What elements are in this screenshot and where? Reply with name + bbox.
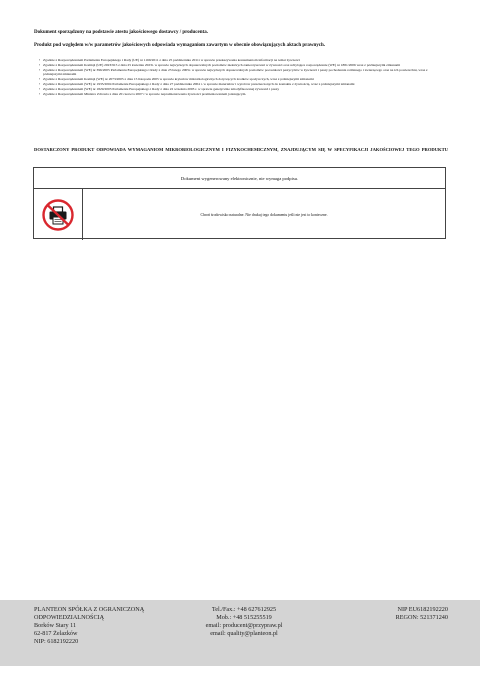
company-name-line1: PLANTEON SPÓŁKA Z OGRANICZONĄ [34, 606, 145, 613]
regulation-item: • Zgodnie z Rozporządzeniem Parlamentu Europejskiego i Rady (UE) nr 1169/2011 z dnia 25 października 2011r w sprawie przekazywania konsumentom informacji na temat żywności [40, 58, 440, 63]
registration-ids [396, 606, 448, 622]
contact-info [174, 606, 314, 638]
contact-mobile: Mob.: +48 515255519 [216, 614, 272, 621]
regulation-item: • Zgodnie z Rozporządzeniem Komisji (UE) 2023/915 z dnia 25 kwietnia 2023r. w sprawie najwyższych dopuszczalnych poziomów niektórych zanieczyszczeń w żywności oraz uchylające rozporządzenie (WE) nr 1881/2006 wraz z późniejszymi zmianami [40, 63, 440, 68]
eco-notice-row [34, 189, 445, 240]
notice-box [33, 167, 446, 239]
conformity-statement: DOSTARCZONY PRODUKT ODPOWIADA WYMAGANIOM MIKROBIOLOGICZNYM I FIZYKOCHEMICZNYM, ZNAJDUJĄCYM SIĘ W SPECYFIKACJI JAKOŚCIOWEJ TEGO PRODUKTU [34, 147, 448, 152]
no-print-icon-cell [34, 189, 83, 240]
contact-tel: Tel./Fax.: +48 627612925 [211, 606, 277, 613]
no-print-icon [42, 199, 74, 231]
company-name-line2: ODPOWIEDZIALNOŚCIĄ [34, 614, 105, 621]
company-postcode-city: 62-817 Żelazków [34, 630, 78, 637]
regulation-item: • Zgodnie z Rozporządzeniem (WE) nr 1829/2003 Parlamentu Europejskiego i Rady z dnia 22 września 2003 r. w sprawie genetycznie zmodyfikowanej żywności i paszy [40, 87, 440, 92]
regulation-item: • Zgodnie z Rozporządzeniem (WE) nr 1935/2004 Parlamentu Europejskiego i Rady z dnia 27 października 2004 r. w sprawie materiałów i wyrobów przeznaczonych do kontaktu z żywnością, wraz z późniejszymi zmianami [40, 82, 440, 87]
nip-eu: NIP EU6182192220 [397, 606, 448, 613]
regon: REGON: 521371240 [395, 614, 448, 621]
contact-email-quality: email: quality@planteon.pl [210, 630, 278, 637]
company-nip: NIP: 6182192220 [34, 638, 79, 645]
company-street: Borków Stary 11 [34, 622, 77, 629]
regulation-item: • Zgodnie z Rozporządzeniem Ministra Zdrowia z dnia 20 czerwca 2007 r w sprawie napromieniowania żywności promieniowaniem jonizującym. [40, 92, 440, 97]
eco-notice: Chroń środowisko naturalne. Nie drukuj tego dokumentu jeśli nie jest to konieczne. [200, 212, 328, 217]
regulation-item: • Zgodnie z Rozporządzeniem (WE) nr 396/2005 Parlamentu Europejskiego i Rady z dnia 23 lutego 2005r. w sprawie najwyższych dopuszczalnych poziomów pozostałości pestycydów w żywności i paszy pochodzenia roślinnego i zwierzęcego oraz na ich powierzchni, wraz z późniejszymi zmianami [40, 68, 440, 78]
regulation-item: • Zgodnie z Rozporządzeniem Komisji (WE) nr 2073/2005 z dnia 15 listopada 2005 w sprawie kryteriów mikrobiologicznych dotyczących środków spożywczych, wraz z późniejszymi zmianami [40, 77, 440, 82]
compliance-statement: Produkt pod względem w/w parametrów jakościowych odpowiada wymaganiom zawartym w obecnie obowiązujących aktach prawnych. [34, 43, 326, 48]
contact-email-producer: email: producent@przypraw.pl [205, 622, 283, 629]
document-title: Dokument sporządzony na podstawie atestu jakościowego dostawcy / producenta. [34, 30, 208, 35]
footer [0, 600, 480, 666]
electronic-notice: Dokument wygenerowany elektronicznie, nie wymaga podpisu. [34, 168, 445, 189]
regulations-list [40, 58, 440, 96]
company-info [34, 606, 144, 646]
